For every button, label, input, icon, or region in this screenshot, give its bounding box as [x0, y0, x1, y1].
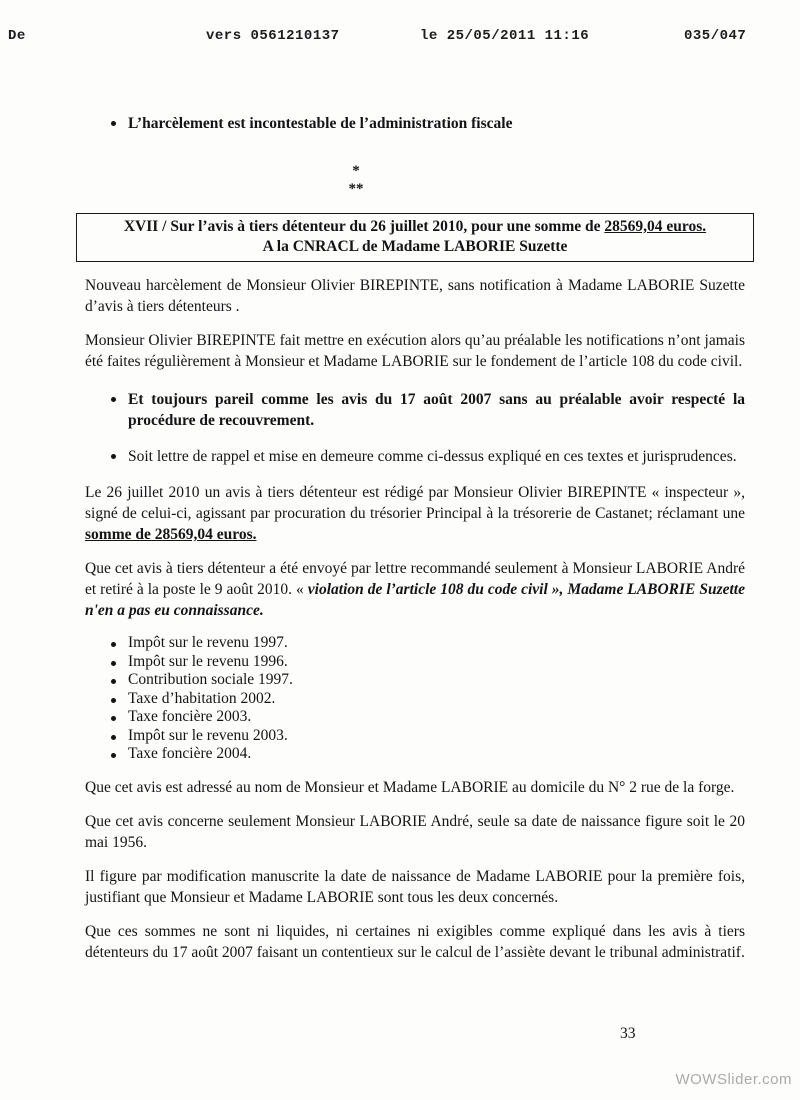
paragraph: Que cet avis à tiers détenteur a été envoyé par lettre recommandé seulement à Monsieur LABORIE André et retiré à la poste le 9 août 2010. « violation de l’article 108 du code civil », Madame LABORIE Suzette n'en a pas eu connaissance.: [85, 560, 745, 619]
argument-bullet-item: Et toujours pareil comme les avis du 17 août 2007 sans au préalable avoir respecté la procédure de recouvrement.: [85, 389, 745, 431]
paragraph: Que cet avis concerne seulement Monsieur LABORIE André, seule sa date de naissance figure soit le 20 mai 1956.: [85, 812, 745, 851]
tax-item: Impôt sur le revenu 1996.: [85, 653, 745, 672]
section-heading-line2: A la CNRACL de Madame LABORIE Suzette: [262, 238, 568, 255]
document-body: [85, 0, 745, 963]
intro-bullet-list: [85, 113, 745, 134]
separator-star-double: **: [348, 181, 364, 197]
tax-item: Impôt sur le revenu 2003.: [85, 727, 745, 746]
tax-item: Taxe foncière 2004.: [85, 745, 745, 764]
fax-page-counter: 035/047: [684, 28, 747, 44]
section-heading-line1: XVII / Sur l’avis à tiers détenteur du 26 juillet 2010, pour une somme de 28569,04 euros.: [123, 218, 707, 235]
paragraph: Il figure par modification manuscrite la date de naissance de Madame LABORIE pour la première fois, justifiant que Monsieur et Madame LABORIE sont tous les deux concernés.: [85, 867, 745, 906]
paragraph: Monsieur Olivier BIREPINTE fait mettre en exécution alors qu’au préalable les notifications n’ont jamais été faites régulièrement à Monsieur et Madame LABORIE sur le fondement de l’article 108 du code civil.: [85, 332, 745, 370]
argument-bullet-item: Soit lettre de rappel et mise en demeure comme ci-dessus expliqué en ces textes et jurisprudences.: [85, 446, 745, 467]
paragraph: Le 26 juillet 2010 un avis à tiers détenteur est rédigé par Monsieur Olivier BIREPINTE « inspecteur », signé de celui-ci, agissant par procuration du trésorier Principal à la trésorerie de Castanet; réclamant une somme de 28569,04 euros.: [85, 484, 745, 543]
paragraph: Que ces sommes ne sont ni liquides, ni certaines ni exigibles comme expliqué dans les avis à tiers détenteurs du 17 août 2007 faisant un contentieux sur le calcul de l’assiète devant le tribunal administratif.: [85, 922, 745, 961]
argument-bullet-list: [85, 389, 745, 467]
section-separator: [85, 162, 745, 198]
fax-datetime: le 25/05/2011 11:16: [420, 28, 590, 44]
tax-item: Taxe foncière 2003.: [85, 708, 745, 727]
tax-items-list: [85, 634, 745, 764]
paragraph: Que cet avis est adressé au nom de Monsieur et Madame LABORIE au domicile du N° 2 rue de la forge.: [85, 778, 735, 796]
fax-destination-number: vers 0561210137: [206, 28, 340, 44]
tax-item: Contribution sociale 1997.: [85, 671, 745, 690]
paragraph: Nouveau harcèlement de Monsieur Olivier BIREPINTE, sans notification à Madame LABORIE Suzette d’avis à tiers détenteurs .: [85, 277, 745, 315]
tax-item: Impôt sur le revenu 1997.: [85, 634, 745, 653]
fax-from-label: De: [8, 28, 26, 44]
page-number: 33: [620, 1025, 636, 1042]
section-heading-box: [76, 213, 754, 262]
watermark-text: WOWSlider.com: [675, 1071, 792, 1088]
separator-star-single: *: [352, 163, 360, 179]
tax-item: Taxe d’habitation 2002.: [85, 690, 745, 709]
intro-bullet-item: L’harcèlement est incontestable de l’administration fiscale: [85, 113, 745, 134]
